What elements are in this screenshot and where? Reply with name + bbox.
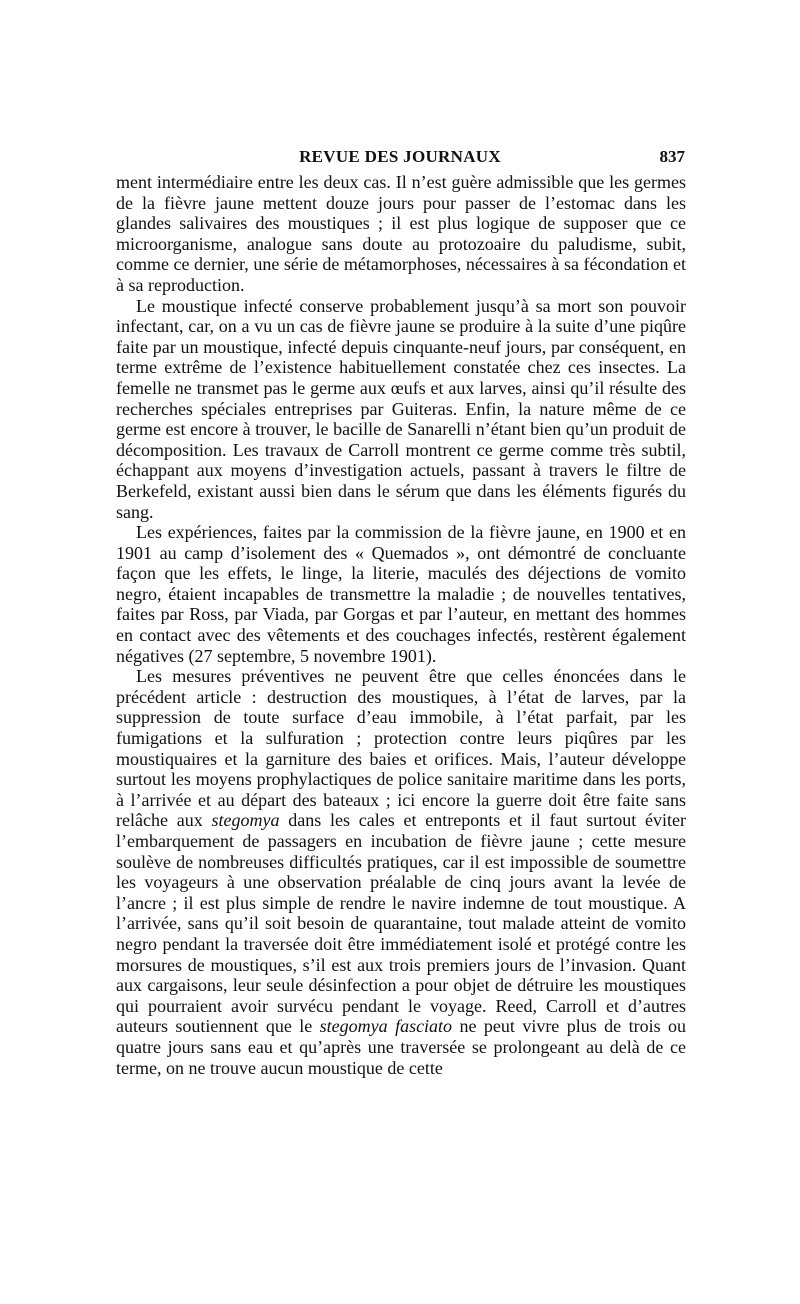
paragraph-infected-mosquito: Le moustique infecté conserve probablement jusqu’à sa mort son pouvoir infectant, car, on a vu un cas de fièvre jaune se produire à la suite d’une piqûre faite par un moustique, infecté depuis cinquante-neuf jours, par conséquent, en terme extrême de l’existence habituellement constatée chez ces insectes. La femelle ne transmet pas le germe aux œufs et aux larves, ainsi qu’il résulte des recherches spéciales entreprises par Guiteras. Enfin, la nature même de ce germe est encore à trouver, le bacille de Sanarelli n’étant bien qu’un produit de décomposition. Les travaux de Carroll montrent ce germe comme très subtil, échappant aux moyens d’investigation actuels, passant à travers le filtre de Berkefeld, existant aussi bien dans le sérum que dans les éléments figurés du sang. [116, 295, 686, 522]
page-number: 837 [659, 147, 685, 166]
text-segment: ne peut vivre plus de trois ou quatre jours sans eau et qu’après une traversée se prolongeant au delà de ce terme, on ne trouve aucun moustique de cette [116, 1016, 686, 1078]
text-segment: Les mesures préventives ne peuvent être que celles énoncées dans le précédent article : destruction des moustiques, à l’état de larves, par la suppression de toute surface d’eau immobile, à l’état parfait, par les fumigations et la sulfuration ; protection contre leurs piqûres par les moustiquaires et la garniture des baies et orifices. Mais, l’auteur développe surtout les moyens prophylactiques de police sanitaire maritime dans les ports, à l’arrivée et au départ des bateaux ; ici encore la guerre doit être faite sans relâche aux [116, 666, 686, 831]
species-name: stegomya [211, 810, 280, 831]
species-name: stegomya fasciato [319, 1016, 453, 1037]
running-head: REVUE DES JOURNAUX [299, 147, 501, 166]
paragraph-experiments: Les expériences, faites par la commission de la fièvre jaune, en 1900 et en 1901 au camp d’isolement des « Quemados », ont démontré de concluante façon que les effets, le linge, la literie, maculés des déjections de vomito negro, étaient incapables de transmettre la maladie ; de nouvelles tentatives, faites par Ross, par Viada, par Gorgas et par l’auteur, en mettant des hommes en contact avec des vêtements et des couchages infectés, restèrent également négatives (27 septembre, 5 novembre 1901). [116, 522, 686, 666]
body-text [116, 172, 686, 1078]
page-header [115, 147, 685, 169]
paragraph-preventive-measures [116, 666, 686, 1078]
text-segment: dans les cales et entreponts et il faut surtout éviter l’embarquement de passagers en incubation de fièvre jaune ; cette mesure soulève de nombreuses difficultés pratiques, car il est impossible de soumettre les voyageurs à une observation préalable de cinq jours avant la levée de l’ancre ; il est plus simple de rendre le navire indemne de tout moustique. A l’arrivée, sans qu’il soit besoin de quarantaine, tout malade atteint de vomito negro pendant la traversée doit être immédiatement isolé et protégé contre les morsures de moustiques, s’il est aux trois premiers jours de l’invasion. Quant aux cargaisons, leur seule désinfection a pour objet de détruire les moustiques qui pourraient avoir survécu pendant le voyage. Reed, Carroll et d’autres auteurs soutiennent que le [116, 810, 686, 1037]
paragraph-continuation: ment intermédiaire entre les deux cas. Il n’est guère admissible que les germes de la fièvre jaune mettent douze jours pour passer de l’estomac dans les glandes salivaires des moustiques ; il est plus logique de supposer que ce microorganisme, analogue sans doute au protozoaire du paludisme, subit, comme ce dernier, une série de métamorphoses, nécessaires à sa fécondation et à sa reproduction. [116, 172, 686, 295]
